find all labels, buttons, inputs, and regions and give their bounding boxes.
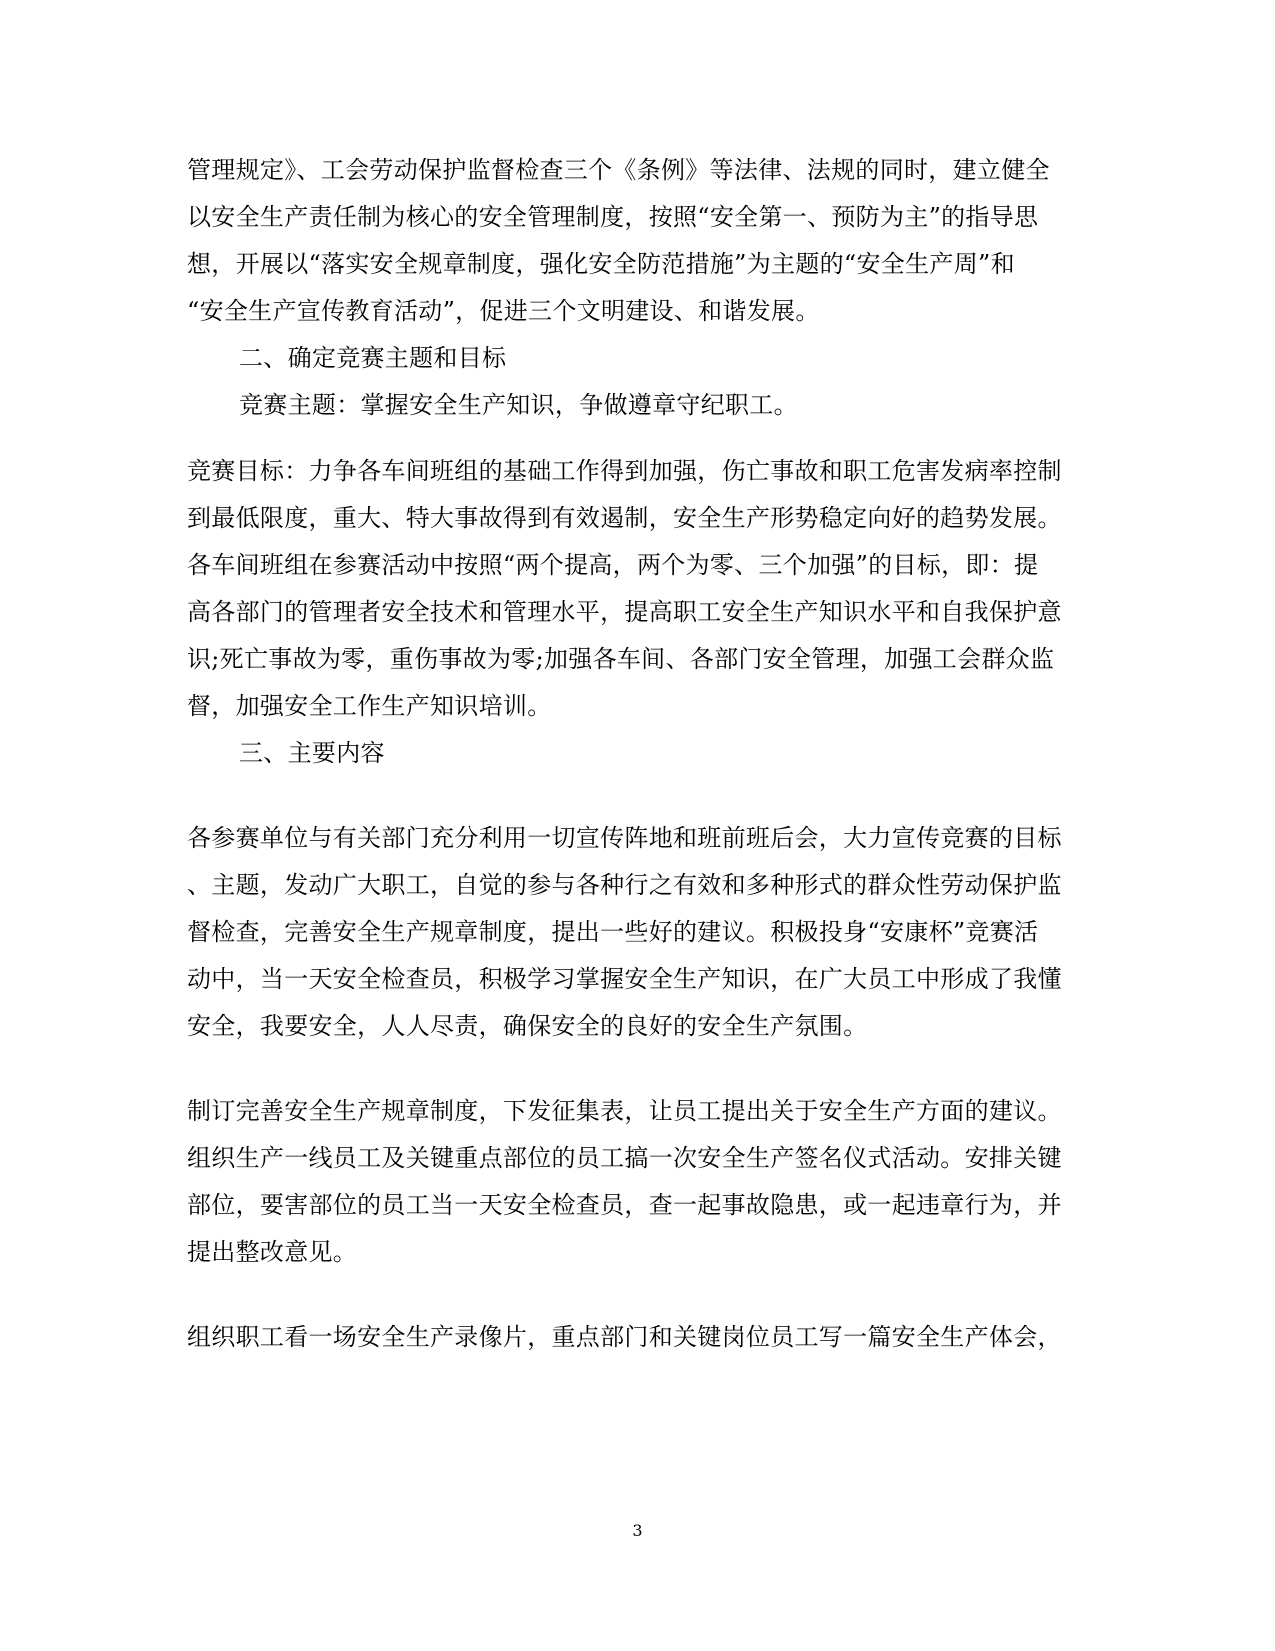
section-3-heading: 三、主要内容 <box>239 739 385 767</box>
content-1-line-4: 动中，当一天安全检查员，积极学习掌握安全生产知识，在广大员工中形成了我懂 <box>187 965 1062 993</box>
content-2-line-4: 提出整改意见。 <box>187 1238 358 1266</box>
goal-line-3: 各车间班组在参赛活动中按照“两个提高，两个为零、三个加强”的目标，即：提 <box>187 551 1039 579</box>
goal-line-2: 到最低限度，重大、特大事故得到有效遏制，安全生产形势稳定向好的趋势发展。 <box>187 504 1062 532</box>
competition-theme: 竞赛主题：掌握安全生产知识，争做遵章守纪职工。 <box>239 391 798 419</box>
page-number: 3 <box>632 1521 643 1540</box>
content-1-line-1: 各参赛单位与有关部门充分利用一切宣传阵地和班前班后会，大力宣传竞赛的目标 <box>187 824 1062 852</box>
content-2-line-3: 部位，要害部位的员工当一天安全检查员，查一起事故隐患，或一起违章行为，并 <box>187 1191 1062 1219</box>
paragraph-1-line-4: “安全生产宣传教育活动”，促进三个文明建设、和谐发展。 <box>187 297 820 325</box>
content-1-line-5: 安全，我要安全，人人尽责，确保安全的良好的安全生产氛围。 <box>187 1012 868 1040</box>
content-2-line-2: 组织生产一线员工及关键重点部位的员工搞一次安全生产签名仪式活动。安排关键 <box>187 1144 1062 1172</box>
content-2-line-1: 制订完善安全生产规章制度，下发征集表，让员工提出关于安全生产方面的建议。 <box>187 1097 1062 1125</box>
paragraph-1-line-2: 以安全生产责任制为核心的安全管理制度，按照“安全第一、预防为主”的指导思 <box>187 203 1039 231</box>
paragraph-1-line-1: 管理规定》、工会劳动保护监督检查三个《条例》等法律、法规的同时，建立健全 <box>187 156 1050 184</box>
goal-line-1: 竞赛目标：力争各车间班组的基础工作得到加强，伤亡事故和职工危害发病率控制 <box>187 457 1062 485</box>
content-1-line-3: 督检查，完善安全生产规章制度，提出一些好的建议。积极投身“安康杯”竞赛活 <box>187 918 1039 946</box>
content-3-line-1: 组织职工看一场安全生产录像片，重点部门和关键岗位员工写一篇安全生产体会， <box>187 1323 1062 1351</box>
paragraph-1-line-3: 想，开展以“落实安全规章制度，强化安全防范措施”为主题的“安全生产周”和 <box>187 250 1015 278</box>
goal-line-6: 督，加强安全工作生产知识培训。 <box>187 692 552 720</box>
content-1-line-2: 、主题，发动广大职工，自觉的参与各种行之有效和多种形式的群众性劳动保护监 <box>187 871 1062 899</box>
section-2-heading: 二、确定竞赛主题和目标 <box>239 344 507 372</box>
goal-line-5: 识;死亡事故为零，重伤事故为零;加强各车间、各部门安全管理，加强工会群众监 <box>187 645 1055 673</box>
goal-line-4: 高各部门的管理者安全技术和管理水平，提高职工安全生产知识水平和自我保护意 <box>187 598 1062 626</box>
